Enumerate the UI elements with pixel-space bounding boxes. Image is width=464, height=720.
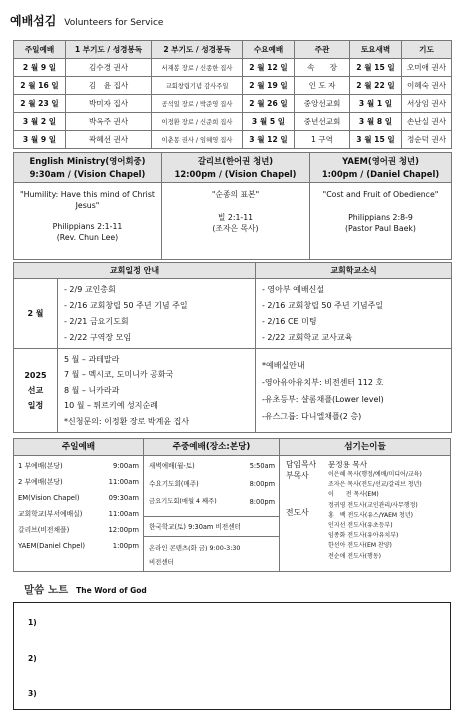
table-cell: 3 월 1 일 bbox=[350, 95, 402, 113]
mission-label-line: 2025 bbox=[24, 371, 47, 380]
sermon-title: "순종의 표본" bbox=[211, 190, 260, 199]
list-item: 10 월 – 튀르키예 성지순례 bbox=[64, 401, 158, 411]
worship-name: EM(Vision Chapel) bbox=[18, 494, 80, 502]
service-name: YAEM(영어권 청년) bbox=[342, 155, 419, 166]
worship-time: 11:00am bbox=[108, 478, 139, 486]
volunteers-header-row bbox=[14, 41, 452, 59]
table-cell: 박미자 집사 bbox=[66, 95, 152, 113]
room-guide-list bbox=[256, 349, 452, 433]
staff-member: 인지선 전도사(유초등부) bbox=[328, 522, 393, 530]
table-cell: 오미애 권사 bbox=[402, 59, 452, 77]
schedule-row-mission bbox=[14, 349, 452, 433]
word-notes-subtitle: The Word of God bbox=[76, 586, 147, 595]
table-cell: 정순덕 권사 bbox=[402, 131, 452, 149]
list-item: -영아유아유치부: 비전센터 112 호 bbox=[262, 377, 384, 387]
service-time: 9:30am / (Vision Chapel) bbox=[29, 168, 146, 179]
preacher: (조자은 목사) bbox=[212, 224, 259, 233]
word-notes-box[interactable] bbox=[13, 602, 451, 710]
table-cell: 중년선교회 bbox=[295, 113, 350, 131]
service-body-yaem bbox=[310, 183, 452, 260]
list-item bbox=[18, 474, 139, 490]
table-cell: 3 월 12 일 bbox=[243, 131, 295, 149]
list-item: - 2/21 금요기도회 bbox=[64, 316, 129, 326]
staff-labels bbox=[286, 459, 316, 518]
weekday-worship-title: 주중예배(장소:본당) bbox=[144, 439, 279, 456]
list-item: - 2/16 교회창립 50 주년 기념주일 bbox=[262, 300, 384, 310]
schedule-table bbox=[13, 262, 452, 433]
list-item: - 2/22 교회학교 교사교육 bbox=[262, 332, 353, 342]
sermon-title: "Humility: Have this mind of Christ Jesus" bbox=[20, 190, 155, 210]
table-cell: 2 월 22 일 bbox=[350, 77, 402, 95]
staff-member: 이은혜 목사(행정/예배/미디어/교육) bbox=[328, 471, 422, 478]
service-body-kalib bbox=[162, 183, 310, 260]
col-header: 기도 bbox=[402, 41, 452, 59]
col-header: 주관 bbox=[295, 41, 350, 59]
page-subtitle: Volunteers for Service bbox=[64, 18, 164, 28]
table-cell: 김 윤 집사 bbox=[66, 77, 152, 95]
list-item bbox=[149, 457, 275, 475]
list-item: - 2/22 구역장 모임 bbox=[64, 332, 132, 342]
service-time: 12:00pm / (Vision Chapel) bbox=[174, 168, 297, 179]
korean-school-info: 한국학교(토) 9:30am 비전센터 bbox=[144, 517, 279, 537]
col-header: 수요예배 bbox=[243, 41, 295, 59]
service-name: 갈리브(한어권 청년) bbox=[197, 155, 274, 166]
counseling-line: 온라인 콘텐츠(화 금) 9:00-3:30 bbox=[149, 544, 241, 552]
worship-time: 9:00am bbox=[112, 462, 139, 470]
scripture: Philippians 2:8-9 bbox=[348, 213, 413, 222]
table-row bbox=[14, 77, 452, 95]
table-cell: 3 월 2 일 bbox=[14, 113, 66, 131]
weekday-worship-list bbox=[144, 456, 279, 517]
table-cell: 3 월 5 일 bbox=[243, 113, 295, 131]
worship-time: 1:00pm bbox=[112, 542, 139, 550]
volunteers-table bbox=[13, 40, 452, 149]
table-cell: 인 도 자 bbox=[295, 77, 350, 95]
weekday-worship-section bbox=[144, 439, 280, 571]
table-cell: 교회창립기념 감사주일 bbox=[152, 77, 243, 95]
staff-member: 조자은 목사(전도/선교/갈리브 청년) bbox=[328, 481, 422, 489]
list-item bbox=[18, 490, 139, 506]
word-notes-header bbox=[24, 582, 147, 598]
staff-section bbox=[280, 439, 450, 571]
table-cell: 김수경 권사 bbox=[66, 59, 152, 77]
table-cell: 2 월 15 일 bbox=[350, 59, 402, 77]
table-cell: 3 월 8 일 bbox=[350, 113, 402, 131]
service-name: English Ministry(영어회중) bbox=[29, 155, 146, 166]
table-cell: 공석일 장로 / 박준영 집사 bbox=[152, 95, 243, 113]
table-cell: 이혜숙 권사 bbox=[402, 77, 452, 95]
preacher: (Pastor Paul Baek) bbox=[345, 224, 416, 233]
mission-label-line: 선교 bbox=[27, 386, 44, 395]
staff-names bbox=[328, 459, 450, 562]
table-cell: 1 구역 bbox=[295, 131, 350, 149]
note-line-3[interactable]: 3) bbox=[28, 689, 37, 698]
table-row bbox=[14, 113, 452, 131]
scripture: 빌 2:1-11 bbox=[217, 213, 254, 222]
table-cell: 서재봉 장로 / 신종한 집사 bbox=[152, 59, 243, 77]
table-cell: 2 월 19 일 bbox=[243, 77, 295, 95]
list-item bbox=[18, 506, 139, 522]
table-row bbox=[14, 95, 452, 113]
feb-schedule-list bbox=[58, 279, 256, 349]
table-cell: 3 월 9 일 bbox=[14, 131, 66, 149]
table-cell: 손난실 권사 bbox=[402, 113, 452, 131]
service-time: 1:00pm / (Daniel Chapel) bbox=[321, 168, 440, 179]
list-item: -유스그룹: 다니엘채플(2 층) bbox=[262, 411, 362, 421]
worship-time: 8:00pm bbox=[249, 498, 275, 506]
month-label: 2 월 bbox=[14, 279, 58, 349]
worship-time: 12:00pm bbox=[108, 526, 139, 534]
sermon-title: "Cost and Fruit of Obedience" bbox=[322, 190, 439, 199]
senior-pastor-label: 담임목사 bbox=[286, 460, 317, 469]
page-header bbox=[10, 12, 454, 32]
school-news-title: 교회학교소식 bbox=[256, 263, 452, 279]
associate-label: 부목사 bbox=[286, 471, 309, 480]
table-row bbox=[14, 131, 452, 149]
staff-member: 홍 백 전도사(유스/YAEM 청년) bbox=[328, 511, 413, 519]
services-header-row bbox=[14, 153, 452, 183]
worship-time: 11:00am bbox=[108, 510, 139, 518]
list-item bbox=[18, 522, 139, 538]
worship-name: 수요기도회(매주) bbox=[149, 480, 199, 488]
list-item: -유초등부: 샬롬채플(Lower level) bbox=[262, 394, 384, 404]
worship-name: 금요기도회(매월 4 째주) bbox=[149, 498, 217, 505]
table-row bbox=[14, 59, 452, 77]
table-cell: 2 월 9 일 bbox=[14, 59, 66, 77]
table-cell: 속 장 bbox=[295, 59, 350, 77]
list-item: 5 월 – 과테말라 bbox=[64, 354, 120, 364]
scripture: Philippians 2:1-11 bbox=[52, 222, 123, 231]
table-cell: 2 월 23 일 bbox=[14, 95, 66, 113]
table-cell: 2 월 12 일 bbox=[243, 59, 295, 77]
worship-name: 1 부예배(본당) bbox=[18, 462, 63, 470]
service-body-em bbox=[14, 183, 162, 260]
list-item: - 2/16 교회창립 50 주년 기념 주일 bbox=[64, 300, 188, 310]
table-cell: 중앙선교회 bbox=[295, 95, 350, 113]
col-header: 2 부기도 / 성경봉독 bbox=[152, 41, 243, 59]
schedule-row-february bbox=[14, 279, 452, 349]
col-header: 주일예배 bbox=[14, 41, 66, 59]
note-line-1[interactable]: 1) bbox=[28, 618, 37, 627]
church-schedule-title: 교회일정 안내 bbox=[14, 263, 256, 279]
schedule-header-row bbox=[14, 263, 452, 279]
list-item: - 2/16 CE 미팅 bbox=[262, 316, 317, 326]
staff-member: 한선아 전도사(EM 찬양) bbox=[328, 542, 392, 550]
table-cell: 이춘몽 권사 / 임혜영 집사 bbox=[152, 131, 243, 149]
service-header-yaem bbox=[310, 153, 452, 183]
worship-name: 2 부예배(본당) bbox=[18, 478, 63, 486]
school-news-list bbox=[256, 279, 452, 349]
worship-time: 09:30am bbox=[108, 494, 139, 502]
list-item: 7 월 – 멕시코, 도미니카 공화국 bbox=[64, 370, 174, 380]
senior-pastor-name: 문정용 목사 bbox=[328, 460, 368, 469]
staff-member: 임종화 전도사(유아유치부) bbox=[328, 532, 399, 540]
note-line-2[interactable]: 2) bbox=[28, 654, 37, 663]
bottom-info-box bbox=[13, 438, 451, 572]
list-item: 8 월 – 니카라과 bbox=[64, 385, 120, 395]
service-header-kalib bbox=[162, 153, 310, 183]
counseling-info bbox=[144, 537, 279, 569]
table-cell: 2 월 16 일 bbox=[14, 77, 66, 95]
services-content-row bbox=[14, 183, 452, 260]
staff-member: 전순애 전도사(행동) bbox=[328, 552, 381, 560]
table-cell: 3 월 15 일 bbox=[350, 131, 402, 149]
sunday-worship-section bbox=[14, 439, 144, 571]
preacher: (Rev. Chun Lee) bbox=[56, 233, 119, 242]
worship-name: 새벽예배(월-토) bbox=[149, 462, 195, 470]
table-cell: 2 월 26 일 bbox=[243, 95, 295, 113]
list-item bbox=[18, 538, 139, 554]
sunday-worship-list bbox=[14, 456, 143, 554]
worship-name: 갈리브(비전채플) bbox=[18, 526, 70, 534]
staff-member: 이 전 목사(EM) bbox=[328, 491, 379, 499]
col-header: 1 부기도 / 성경봉독 bbox=[66, 41, 152, 59]
list-item: - 2/9 교인총회 bbox=[64, 284, 116, 294]
list-item: *신청문의: 이정환 장로 박계윤 집사 bbox=[64, 416, 190, 426]
table-cell: 이정환 장로 / 신준희 집사 bbox=[152, 113, 243, 131]
list-item bbox=[149, 493, 275, 511]
list-item bbox=[18, 458, 139, 474]
list-item: *예배실안내 bbox=[262, 360, 305, 370]
list-item: - 영아부 예배신설 bbox=[262, 284, 325, 294]
sunday-worship-title: 주일예배 bbox=[14, 439, 143, 456]
mission-list bbox=[58, 349, 256, 433]
staff-member: 정귀영 전도사(교인관리/사무행정) bbox=[328, 501, 418, 509]
table-cell: 곽혜선 권사 bbox=[66, 131, 152, 149]
word-notes-title: 말씀 노트 bbox=[24, 584, 69, 596]
worship-name: YAEM(Daniel Chpel) bbox=[18, 542, 85, 550]
worship-time: 5:50am bbox=[249, 462, 275, 470]
evangelist-label: 전도사 bbox=[286, 508, 309, 517]
worship-name: 교회학교(부서예배실) bbox=[18, 510, 83, 518]
table-cell: 서상임 권사 bbox=[402, 95, 452, 113]
col-header: 토요새벽 bbox=[350, 41, 402, 59]
mission-label-line: 일정 bbox=[27, 401, 44, 410]
services-table bbox=[13, 152, 452, 260]
worship-time: 8:00pm bbox=[249, 480, 275, 488]
service-header-em bbox=[14, 153, 162, 183]
counseling-line: 비전센터 bbox=[149, 558, 174, 566]
list-item bbox=[149, 475, 275, 493]
mission-label bbox=[14, 349, 58, 433]
table-cell: 박옥주 권사 bbox=[66, 113, 152, 131]
page-title: 예배섬김 bbox=[10, 14, 57, 28]
staff-title: 섬기는이들 bbox=[280, 439, 450, 456]
